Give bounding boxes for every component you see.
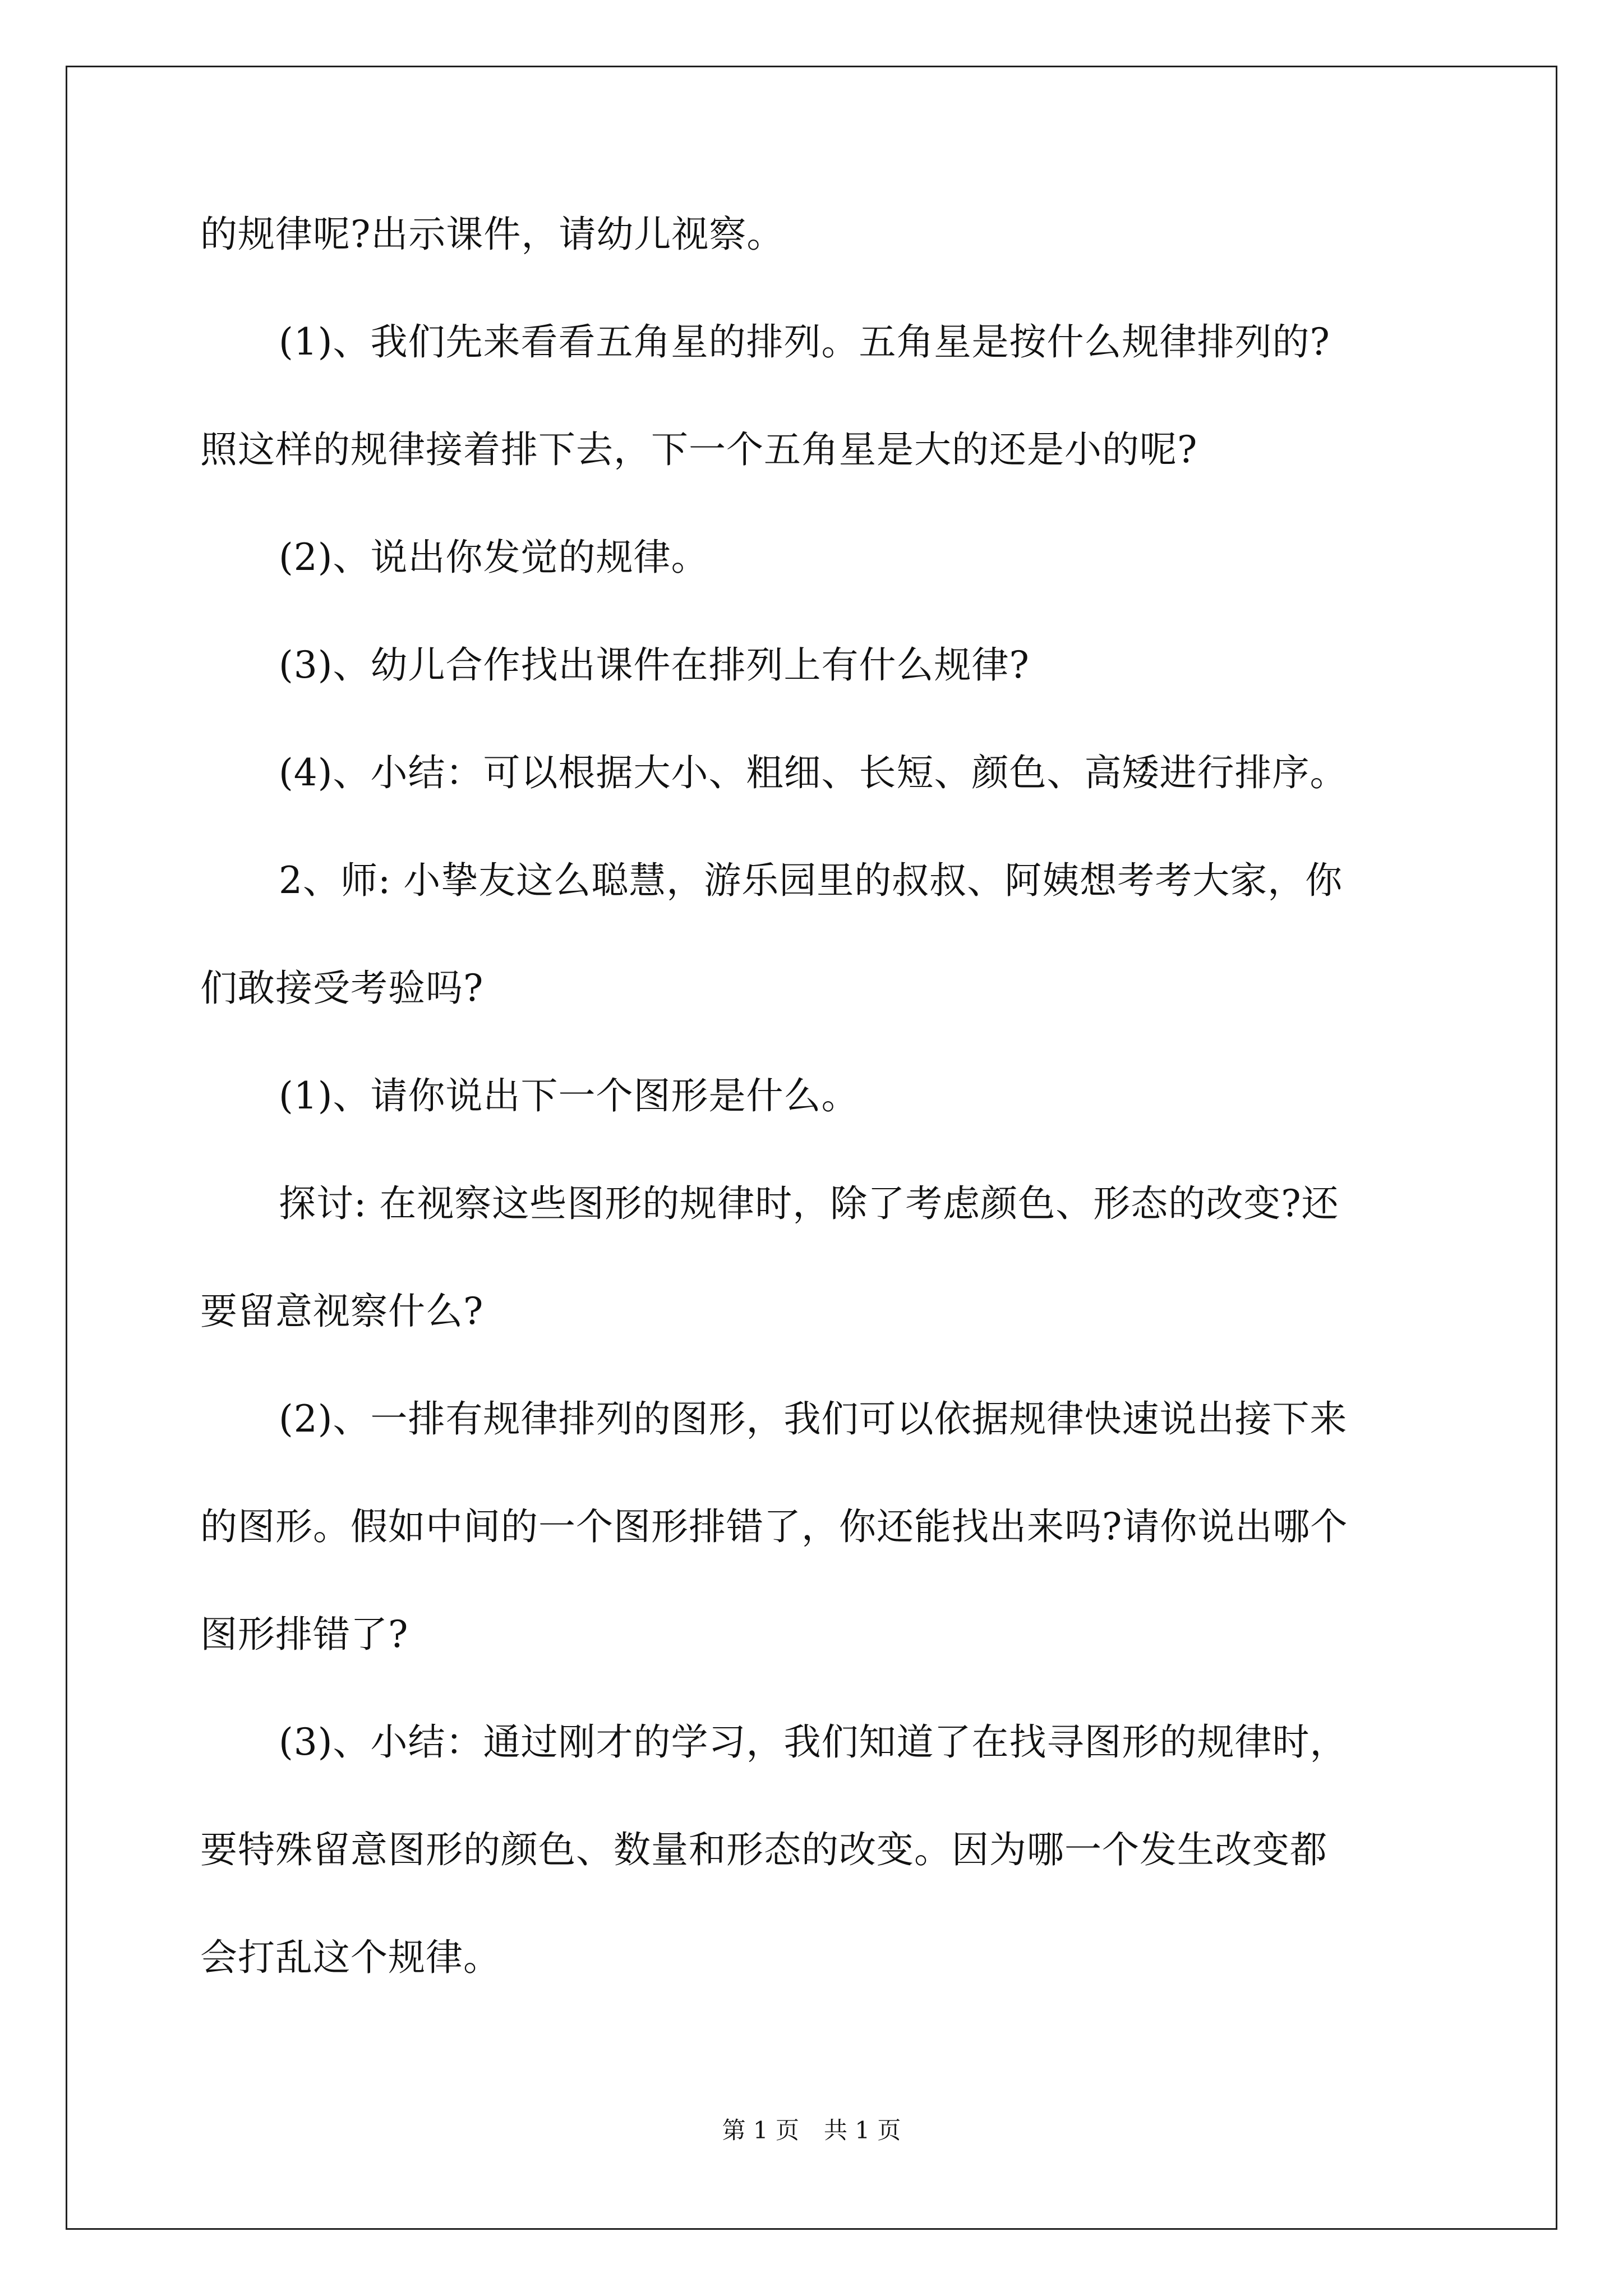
page-footer	[0, 2114, 1623, 2147]
text-line: (1)、请你说出下一个图形是什么。	[279, 1074, 859, 1117]
text-line: 图形排错了?	[200, 1613, 409, 1656]
text-line: 们敢接受考验吗?	[200, 967, 484, 1010]
text-line: 的规律呢?出示课件，请幼儿视察。	[200, 213, 785, 256]
text-line: (3)、小结：通过刚才的学习，我们知道了在找寻图形的规律时，	[279, 1720, 1348, 1764]
text-line: (2)、一排有规律排列的图形，我们可以依据规律快速说出接下来	[279, 1397, 1348, 1441]
page-number-total: 共 1 页	[824, 2116, 901, 2144]
text-line: (2)、说出你发觉的规律。	[279, 536, 709, 579]
text-line: 要特殊留意图形的颜色、数量和形态的改变。因为哪一个发生改变都	[200, 1828, 1327, 1871]
text-line: 2、师: 小挚友这么聪慧，游乐园里的叔叔、阿姨想考考大家，你	[279, 859, 1343, 902]
text-line: 的图形。假如中间的一个图形排错了，你还能找出来吗?请你说出哪个	[200, 1505, 1348, 1548]
text-line: (1)、我们先来看看五角星的排列。五角星是按什么规律排列的?	[279, 320, 1330, 364]
page-number-current: 第 1 页	[722, 2116, 799, 2144]
text-line: (3)、幼儿合作找出课件在排列上有什么规律?	[279, 643, 1030, 687]
document-body	[200, 208, 1428, 1985]
text-line: 要留意视察什么?	[200, 1290, 484, 1333]
text-line: (4)、小结：可以根据大小、粗细、长短、颜色、高矮进行排序。	[279, 751, 1348, 794]
text-line: 照这样的规律接着排下去，下一个五角星是大的还是小的呢?	[200, 428, 1198, 471]
text-line: 探讨: 在视察这些图形的规律时，除了考虑颜色、形态的改变?还	[279, 1182, 1339, 1225]
text-line: 会打乱这个规律。	[200, 1936, 501, 1979]
